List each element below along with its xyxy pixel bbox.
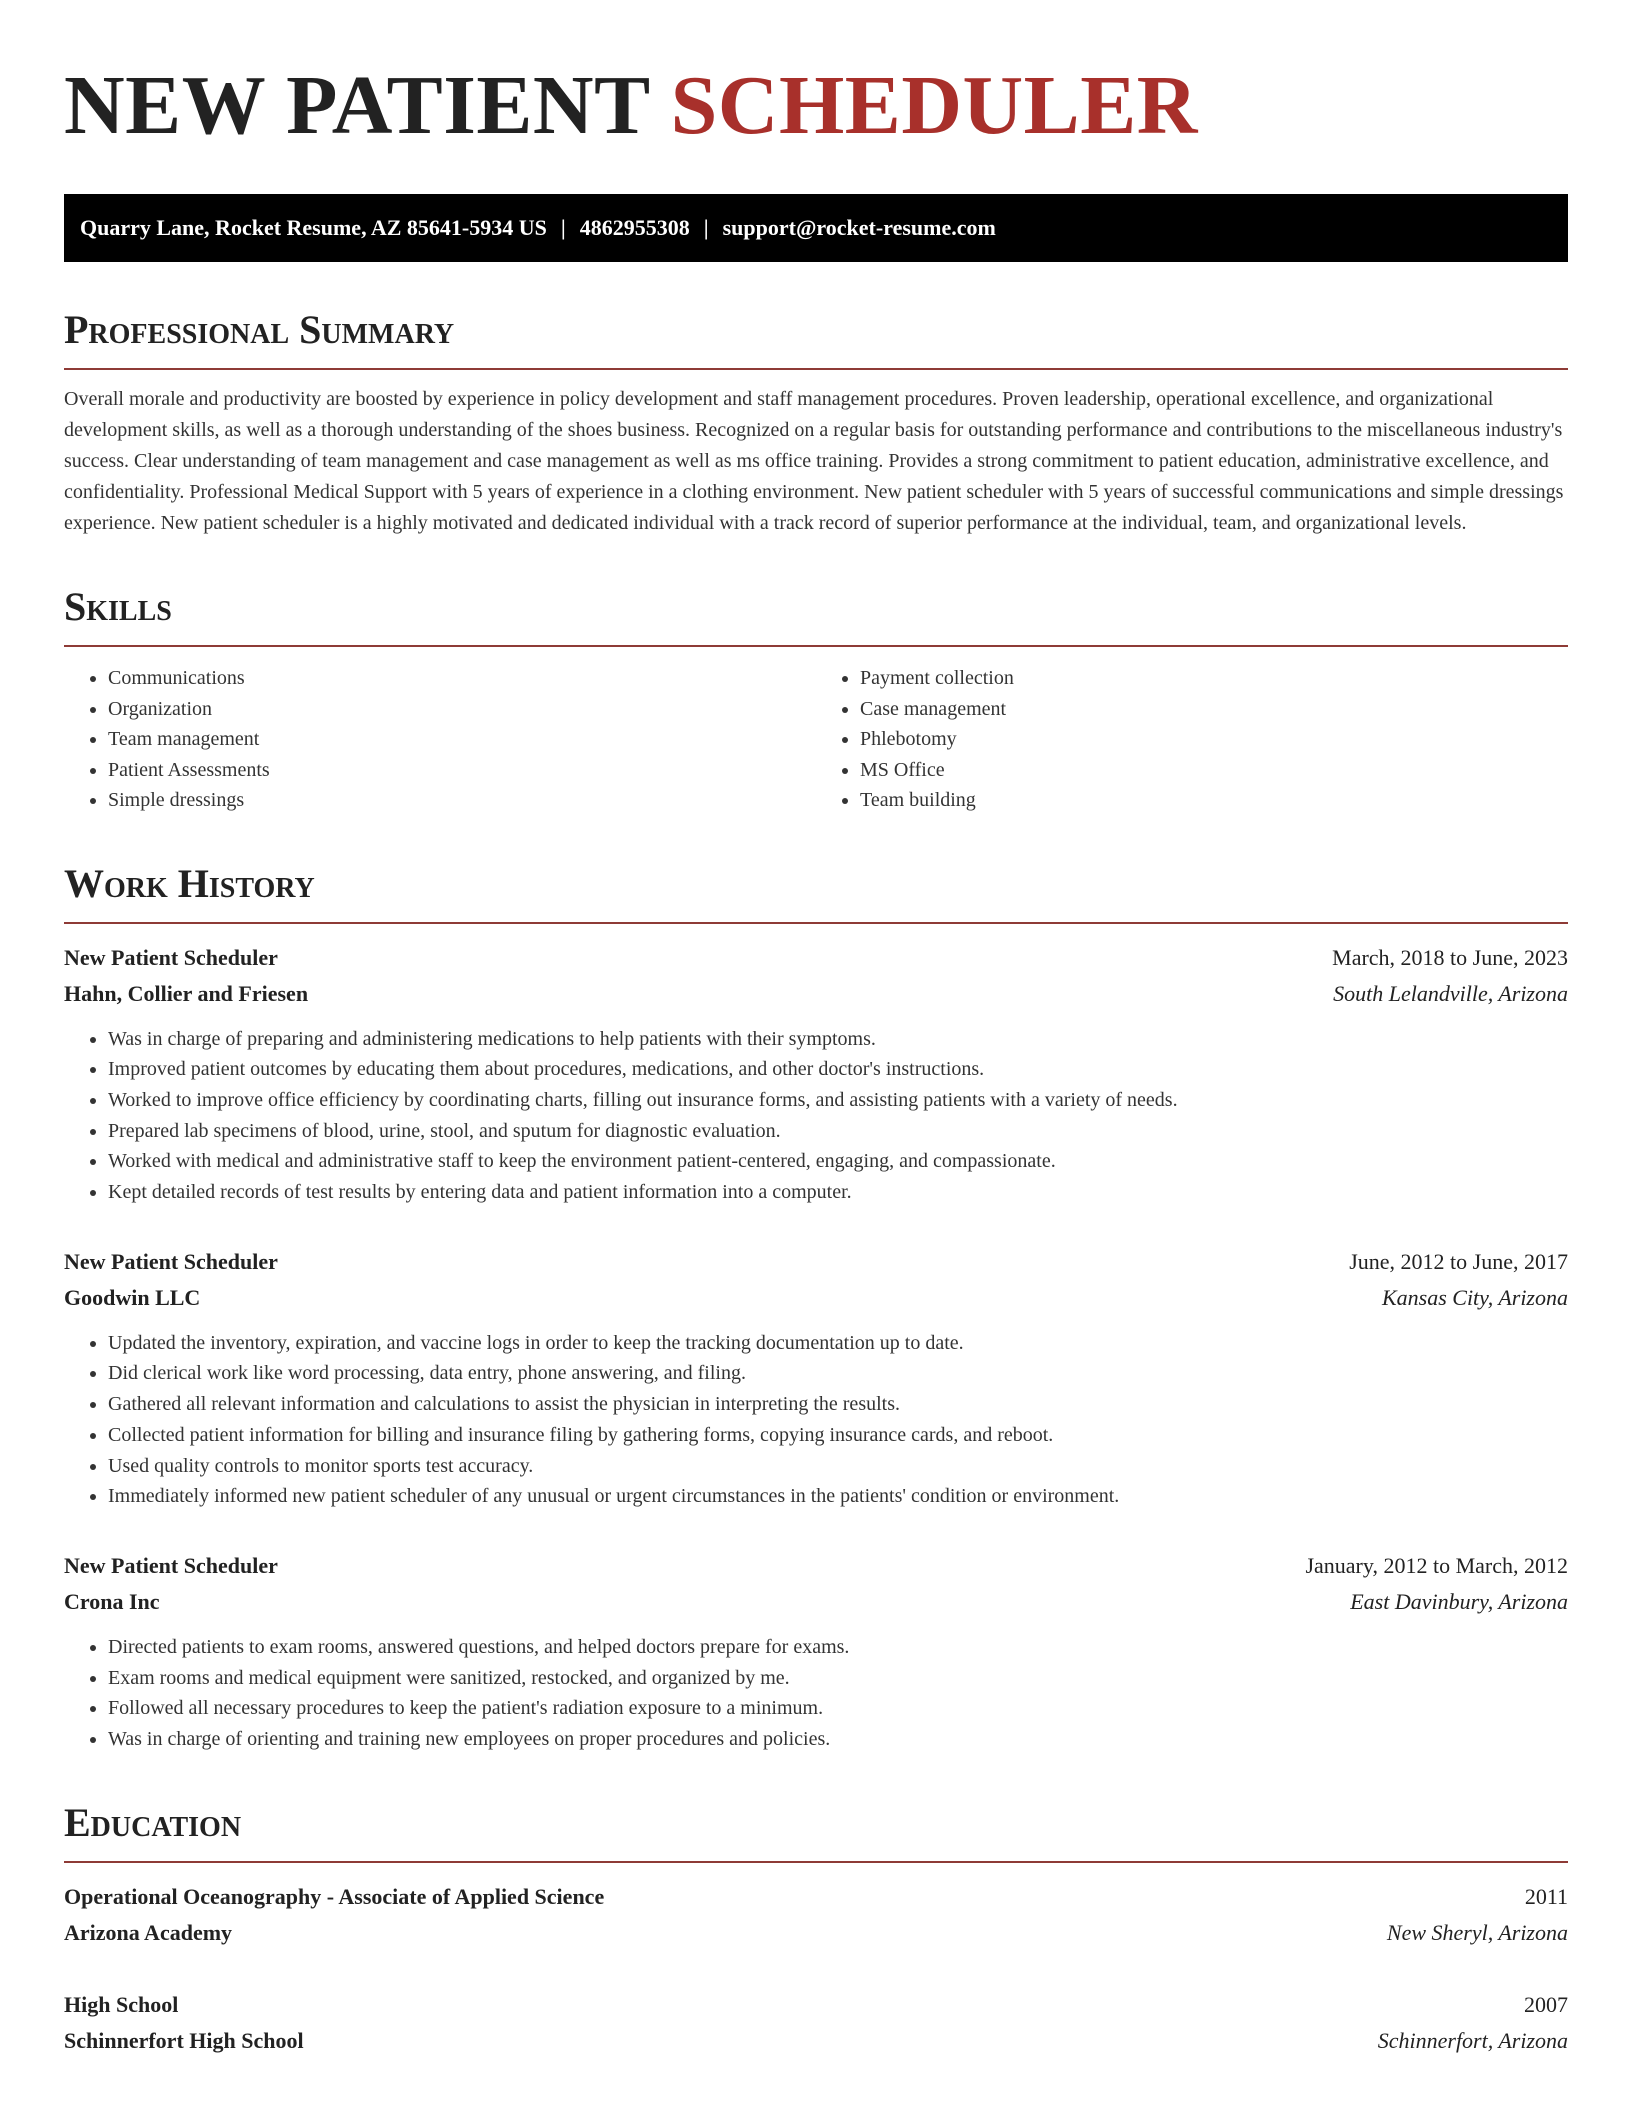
education-school: Arizona Academy xyxy=(64,1919,233,1945)
summary-title: Professional Summary xyxy=(64,306,1568,370)
job-subheader xyxy=(64,1280,1568,1316)
skills-list xyxy=(64,663,1568,816)
job-subheader xyxy=(64,976,1568,1012)
skills-section xyxy=(64,583,1568,816)
education-degree: High School xyxy=(64,1991,179,2017)
education-section xyxy=(64,1799,1568,2059)
job-company: Hahn, Collier and Friesen xyxy=(64,980,309,1006)
duty-item: • Collected patient information for billing and insurance filing by gathering forms, copying insurance cards, and reboot. xyxy=(108,1420,1568,1451)
education-header xyxy=(64,1879,1568,1915)
education-entry xyxy=(64,1879,1568,1951)
duty-item: • Gathered all relevant information and calculations to assist the physician in interpreting the results. xyxy=(108,1389,1568,1420)
duty-item: • Was in charge of preparing and administering medications to help patients with their symptoms. xyxy=(108,1024,1568,1055)
job-role: New Patient Scheduler xyxy=(64,944,278,970)
skill-item: • Communications xyxy=(108,663,816,694)
work-history-section xyxy=(64,860,1568,1755)
job-header xyxy=(64,1548,1568,1584)
skills-column-left xyxy=(64,663,816,816)
duty-item: • Kept detailed records of test results by entering data and patient information into a computer. xyxy=(108,1177,1568,1208)
duty-item: • Updated the inventory, expiration, and vaccine logs in order to keep the tracking documentation up to date. xyxy=(108,1328,1568,1359)
job-company: Goodwin LLC xyxy=(64,1284,201,1310)
job-duties xyxy=(64,1632,1568,1755)
job-header xyxy=(64,1244,1568,1280)
name-part-1: NEW PATIENT xyxy=(64,59,650,152)
job-location: South Lelandville, Arizona xyxy=(1333,980,1568,1006)
skill-item: • Team building xyxy=(860,785,1568,816)
duty-item: • Did clerical work like word processing, data entry, phone answering, and filing. xyxy=(108,1358,1568,1389)
duty-item: • Followed all necessary procedures to keep the patient's radiation exposure to a minimum. xyxy=(108,1693,1568,1724)
duty-item: • Immediately informed new patient scheduler of any unusual or urgent circumstances in the patients' condition or environment. xyxy=(108,1481,1568,1512)
contact-bar xyxy=(64,194,1568,262)
skill-item: • Phlebotomy xyxy=(860,724,1568,755)
contact-phone: 4862955308 xyxy=(579,215,690,240)
contact-separator: | xyxy=(703,215,709,240)
job-dates: January, 2012 to March, 2012 xyxy=(1305,1552,1568,1578)
job-duties xyxy=(64,1328,1568,1512)
contact-address: Quarry Lane, Rocket Resume, AZ 85641-5934 US xyxy=(80,215,547,240)
job-role: New Patient Scheduler xyxy=(64,1552,278,1578)
education-subheader xyxy=(64,2023,1568,2059)
skill-item: • Patient Assessments xyxy=(108,755,816,786)
work-history-title: Work History xyxy=(64,860,1568,924)
job-subheader xyxy=(64,1584,1568,1620)
skill-item: • Team management xyxy=(108,724,816,755)
duty-item: • Improved patient outcomes by educating them about procedures, medications, and other doctor's instructions. xyxy=(108,1054,1568,1085)
duty-item: • Worked to improve office efficiency by coordinating charts, filling out insurance forms, and assisting patients with a variety of needs. xyxy=(108,1085,1568,1116)
skill-item: • Organization xyxy=(108,694,816,725)
skill-item: • Simple dressings xyxy=(108,785,816,816)
job-location: Kansas City, Arizona xyxy=(1381,1284,1568,1310)
education-title: Education xyxy=(64,1799,1568,1863)
duty-item: • Was in charge of orienting and training new employees on proper procedures and policies. xyxy=(108,1724,1568,1755)
skills-title: Skills xyxy=(64,583,1568,647)
contact-email: support@rocket-resume.com xyxy=(722,215,996,240)
job-duties xyxy=(64,1024,1568,1208)
skills-column-right xyxy=(816,663,1568,816)
job-header xyxy=(64,940,1568,976)
skill-item: • Payment collection xyxy=(860,663,1568,694)
duty-item: • Exam rooms and medical equipment were sanitized, restocked, and organized by me. xyxy=(108,1663,1568,1694)
education-year: 2011 xyxy=(1524,1883,1568,1909)
job-entry xyxy=(64,1244,1568,1512)
duty-item: • Used quality controls to monitor sports test accuracy. xyxy=(108,1451,1568,1482)
education-subheader xyxy=(64,1915,1568,1951)
job-entry xyxy=(64,1548,1568,1755)
duty-item: • Prepared lab specimens of blood, urine, stool, and sputum for diagnostic evaluation. xyxy=(108,1116,1568,1147)
education-location: Schinnerfort, Arizona xyxy=(1377,2027,1568,2053)
job-dates: March, 2018 to June, 2023 xyxy=(1332,944,1568,970)
job-entry xyxy=(64,940,1568,1208)
job-dates: June, 2012 to June, 2017 xyxy=(1349,1248,1568,1274)
education-school: Schinnerfort High School xyxy=(64,2027,304,2053)
education-header xyxy=(64,1987,1568,2023)
education-entry xyxy=(64,1987,1568,2059)
job-role: New Patient Scheduler xyxy=(64,1248,278,1274)
duty-item: • Worked with medical and administrative staff to keep the environment patient-centered, engaging, and compassionate. xyxy=(108,1146,1568,1177)
skill-item: • Case management xyxy=(860,694,1568,725)
duty-item: • Directed patients to exam rooms, answered questions, and helped doctors prepare for exams. xyxy=(108,1632,1568,1663)
education-year: 2007 xyxy=(1524,1991,1568,2017)
name-part-2: SCHEDULER xyxy=(670,59,1198,152)
summary-section xyxy=(64,306,1568,539)
job-location: East Davinbury, Arizona xyxy=(1350,1588,1568,1614)
education-location: New Sheryl, Arizona xyxy=(1386,1919,1568,1945)
summary-text: Overall morale and productivity are boosted by experience in policy development and staff management procedures. Proven leadership, operational excellence, and organizational development skills, as well as a thorough understanding of the shoes business. Recognized on a regular basis for outstanding performance and contributions to the miscellaneous industry's success. Clear understanding of team management and case management as well as ms office training. Provides a strong commitment to patient education, administrative excellence, and confidentiality. Professional Medical Support with 5 years of experience in a clothing environment. New patient scheduler with 5 years of successful communications and simple dressings experience. New patient scheduler is a highly motivated and dedicated individual with a track record of superior performance at the individual, team, and organizational levels. xyxy=(64,388,1564,534)
education-degree: Operational Oceanography - Associate of Applied Science xyxy=(64,1883,605,1909)
skill-item: • MS Office xyxy=(860,755,1568,786)
job-company: Crona Inc xyxy=(64,1588,160,1614)
contact-separator: | xyxy=(560,215,566,240)
candidate-name xyxy=(64,56,1568,156)
